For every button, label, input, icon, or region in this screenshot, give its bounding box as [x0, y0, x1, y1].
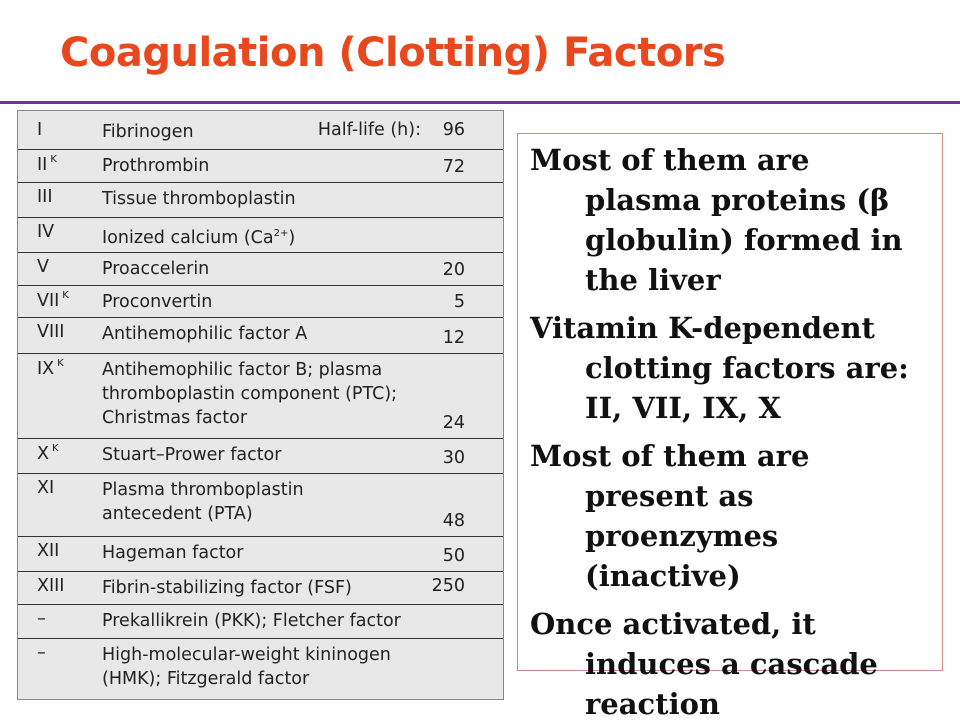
factor-half-life: 250: [431, 576, 465, 596]
factor-half-life: 24: [442, 413, 465, 433]
factor-name: Prekallikrein (PKK); Fletcher factor: [102, 611, 401, 631]
note-item: Most of them are plasma proteins (β globulin) formed in the liver: [530, 143, 903, 297]
half-life-label: Half-life (h):: [317, 120, 421, 140]
factor-half-life: 30: [442, 448, 465, 468]
factor-name: Proconvertin: [102, 292, 213, 312]
table-row: [18, 286, 503, 318]
factor-name: Antihemophilic factor A: [102, 324, 308, 344]
factor-number: XIII: [37, 576, 65, 596]
factor-half-life: 20: [442, 260, 465, 280]
factor-name: Fibrin-stabilizing factor (FSF): [102, 578, 352, 598]
factor-half-life: 96: [442, 120, 465, 140]
table-row: [18, 318, 503, 354]
factor-name: Tissue thromboplastin: [102, 189, 296, 209]
factor-half-life: 48: [442, 511, 465, 531]
factor-name: Ionized calcium $(Ca^{2+})$: [102, 228, 296, 248]
note-item: Most of them are present as proenzymes (inactive): [530, 439, 810, 593]
table-row: [18, 183, 503, 218]
factor-half-life: 72: [442, 157, 465, 177]
factor-number: XI: [37, 478, 55, 498]
factor-number: XII: [37, 541, 60, 561]
clotting-factor-table: [17, 110, 504, 700]
table-row: [18, 354, 503, 439]
factor-number: VIII: [37, 322, 65, 342]
title-divider: [0, 101, 960, 104]
factor-number: I: [37, 120, 43, 140]
factor-number: IX $^K$: [37, 358, 64, 379]
table-row: [18, 116, 503, 150]
vitamin-k-marker: K: [52, 443, 59, 454]
table-row: [18, 439, 503, 474]
vitamin-k-marker: K: [50, 154, 57, 165]
table-row: [18, 150, 503, 183]
factor-name: Fibrinogen: [102, 122, 194, 142]
table-row: [18, 253, 503, 286]
table-row: [18, 474, 503, 537]
table-row: [18, 605, 503, 639]
vitamin-k-marker: K: [62, 290, 69, 301]
factor-name: Hageman factor: [102, 543, 244, 563]
factor-number: –: [37, 643, 46, 663]
note-item: Vitamin K-dependent clotting factors are: II, VII, IX, X: [530, 311, 909, 425]
factor-name: Antihemophilic factor B; plasma thromboplastin component (PTC); Christmas factor: [102, 360, 398, 428]
slide-title: Coagulation (Clotting) Factors: [60, 30, 726, 76]
table-row: [18, 218, 503, 253]
note-item: Once activated, it induces a cascade reaction: [530, 607, 878, 721]
vitamin-k-marker: K: [57, 358, 64, 369]
table-row: [18, 537, 503, 572]
factor-name: Proaccelerin: [102, 259, 210, 279]
table-row: [18, 639, 503, 699]
factor-half-life: 5: [453, 292, 465, 312]
factor-name: Stuart–Prower factor: [102, 445, 282, 465]
notes-box: [517, 133, 943, 721]
factor-number: VII $^K$: [37, 290, 69, 311]
factor-half-life: 12: [442, 328, 465, 348]
factor-number: II $^K$: [37, 154, 57, 175]
table-row: [18, 572, 503, 605]
factor-number: III: [37, 187, 53, 207]
factor-name: Plasma thromboplastin antecedent (PTA): [102, 480, 304, 524]
factor-half-life: 50: [442, 546, 465, 566]
factor-number: V: [37, 257, 49, 277]
factor-name: Prothrombin: [102, 156, 210, 176]
factor-name: High-molecular-weight kininogen (HMK); Fitzgerald factor: [102, 645, 391, 689]
factor-number: –: [37, 609, 46, 629]
factor-number: X $^K$: [37, 443, 59, 464]
factor-number: IV: [37, 222, 55, 242]
